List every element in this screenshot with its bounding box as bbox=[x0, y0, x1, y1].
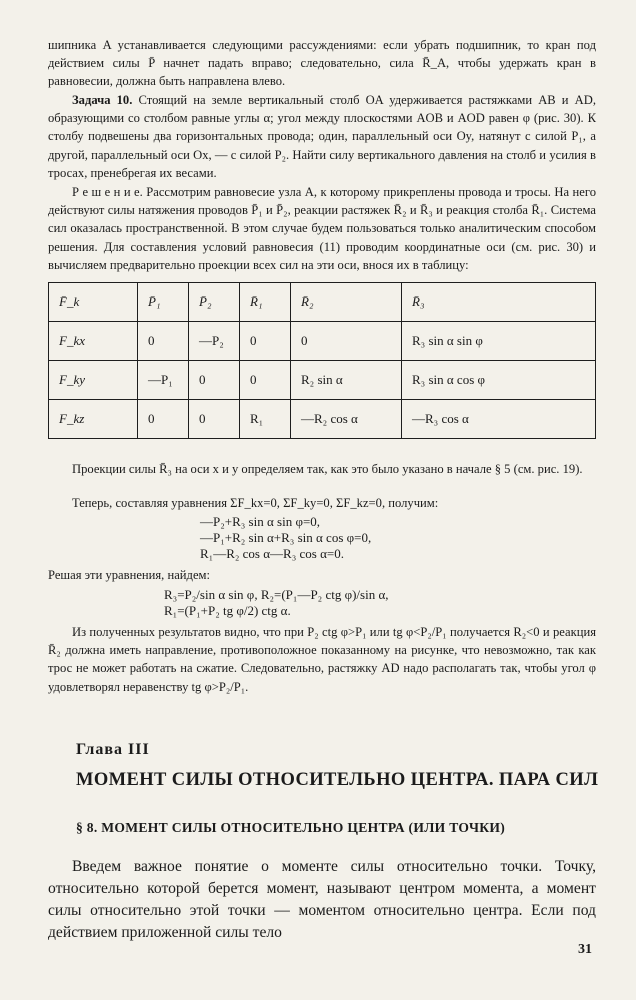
projection-table bbox=[48, 282, 596, 439]
conclusion-text: Из полученных результатов видно, что при P₂ ctg φ>P₁ или tg φ<P₂/P₁ получается R₂<0 и реакция R̄₂ должна иметь направление, противоположное показанному на рисунке, что невозможно, так как трос не может работать на сжатие. Следовательно, растяжку AD надо располагать так, чтобы угол φ удовлетворял неравенству tg φ>P₂/P₁. bbox=[48, 625, 596, 694]
equation-line: —P₁+R₂ sin α+R₃ sin α cos φ=0, bbox=[200, 530, 372, 545]
table-row-label: F_kz bbox=[49, 400, 138, 439]
section-intro bbox=[48, 856, 596, 944]
table-cell: 0 bbox=[240, 322, 291, 361]
table-cell: R₃ sin α sin φ bbox=[402, 322, 596, 361]
solve-intro-text: Решая эти уравнения, найдем: bbox=[48, 568, 211, 582]
solution-text: Р е ш е н и е. Рассмотрим равновесие узла A, к которому прикреплены провода и тросы. На него действуют силы натяжения проводов P̄₁ и P̄₂, реакции растяжек R̄₂ и R̄₃ и реакция столба R̄₁. Система сил оказалась пространственной. В этом случае будем пользоваться только аналитическим способом решения. Для составления условий равновесия (11) проводим координатные оси (см. рис. 30) и вычисляем предварительно проекции всех сил на эти оси, внося их в таблицу: bbox=[48, 185, 596, 272]
table-cell: 0 bbox=[138, 400, 189, 439]
solution-line: R₃=P₂/sin α sin φ, R₂=(P₁—P₂ ctg φ)/sin α, bbox=[164, 587, 389, 602]
table-cell: R₂ sin α bbox=[291, 361, 402, 400]
table-row bbox=[49, 361, 596, 400]
table-header-cell: R̄₃ bbox=[402, 283, 596, 322]
table-cell: 0 bbox=[240, 361, 291, 400]
solution-paragraph bbox=[48, 183, 596, 274]
task-label: Задача 10. bbox=[72, 93, 133, 107]
table-header-cell: P̄₂ bbox=[189, 283, 240, 322]
paragraph-text: шипника A устанавливается следующими рассуждениями: если убрать подшипник, то кран под действием силы P̄ начнет падать вправо; следовательно, сила R̄_A, чтобы удержать кран в равновесии, должна быть направлена влево. bbox=[48, 38, 596, 89]
table-row-label: F_kx bbox=[49, 322, 138, 361]
table-row bbox=[49, 322, 596, 361]
chapter-title: МОМЕНТ СИЛЫ ОТНОСИТЕЛЬНО ЦЕНТРА. ПАРА СИЛ bbox=[76, 770, 599, 790]
table-cell: R₃ sin α cos φ bbox=[402, 361, 596, 400]
continued-paragraph bbox=[48, 36, 596, 91]
table-cell: R₁ bbox=[240, 400, 291, 439]
table-cell: 0 bbox=[138, 322, 189, 361]
task-10 bbox=[48, 91, 596, 182]
table-cell: 0 bbox=[189, 400, 240, 439]
equations-intro-text: Теперь, составляя уравнения ΣF_kx=0, ΣF_ky=0, ΣF_kz=0, получим: bbox=[72, 496, 439, 510]
equations-intro bbox=[48, 494, 596, 512]
projection-note bbox=[48, 460, 596, 478]
conclusion-paragraph bbox=[48, 623, 596, 696]
page-number: 31 bbox=[578, 942, 592, 957]
table-header-cell: F̄_k bbox=[49, 283, 138, 322]
section-intro-text: Введем важное понятие о моменте силы относительно точки. Точку, относительно которой берется момент, называют центром момента, а момент силы относительно этой точки — моментом относительно центра. Если под действием приложенной силы тело bbox=[48, 858, 596, 941]
table-cell: —P₁ bbox=[138, 361, 189, 400]
table-header-cell: P̄₁ bbox=[138, 283, 189, 322]
equation-line: R₁—R₂ cos α—R₃ cos α=0. bbox=[200, 546, 344, 561]
task-text: Стоящий на земле вертикальный столб OA удерживается растяжками AB и AD, образующими со столбом равные углы α; угол между плоскостями AOB и AOD равен φ (рис. 30). К столбу подвешены два горизонтальных провода; один, параллельный оси Oy, натянут с силой P₁, а другой, параллельный оси Ox, — с силой P₂. Найти силу вертикального давления на столб и усилия в тросах, пренебрегая их весами. bbox=[48, 93, 597, 180]
table-row-label: F_ky bbox=[49, 361, 138, 400]
chapter-label: Глава III bbox=[76, 741, 150, 758]
solve-intro bbox=[48, 566, 596, 584]
table-header-cell: R̄₁ bbox=[240, 283, 291, 322]
table-header-cell: R̄₂ bbox=[291, 283, 402, 322]
table-cell: 0 bbox=[189, 361, 240, 400]
equation-line: —P₂+R₃ sin α sin φ=0, bbox=[200, 514, 321, 529]
table-cell: —R₃ cos α bbox=[402, 400, 596, 439]
projection-note-text: Проекции силы R̄₃ на оси x и y определяем так, как это было указано в начале § 5 (см. рис. 19). bbox=[72, 462, 583, 476]
table-cell: 0 bbox=[291, 322, 402, 361]
section-title: § 8. МОМЕНТ СИЛЫ ОТНОСИТЕЛЬНО ЦЕНТРА (ИЛИ ТОЧКИ) bbox=[76, 820, 506, 835]
table-cell: —P₂ bbox=[189, 322, 240, 361]
task-paragraph bbox=[48, 91, 596, 182]
solution-line: R₁=(P₁+P₂ tg φ/2) ctg α. bbox=[164, 603, 291, 618]
table-row bbox=[49, 400, 596, 439]
table-header-row bbox=[49, 283, 596, 322]
table-cell: —R₂ cos α bbox=[291, 400, 402, 439]
